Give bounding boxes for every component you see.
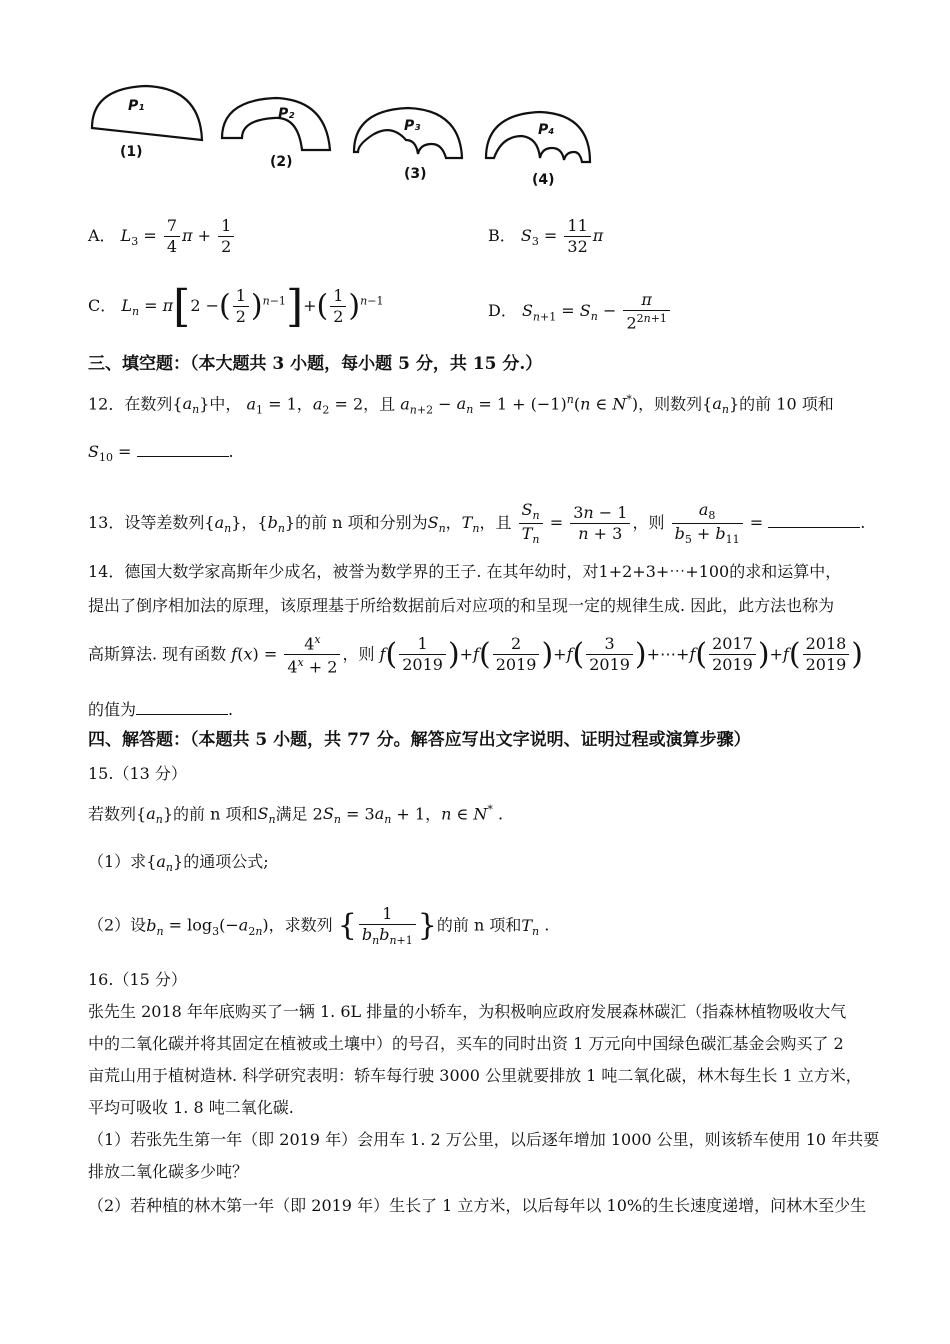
figure-3-label: (3) [404, 166, 427, 182]
q13-mid1: 的前 n 项和分别为 [295, 513, 428, 533]
question-16-title: 16.（15 分） [88, 970, 187, 989]
question-15-title: 15.（13 分） [88, 764, 187, 783]
q15-stem-mid2: 满足 [275, 804, 308, 824]
q15-stem-lead: 若数列 [88, 804, 137, 824]
option-a-letter: A． [88, 226, 116, 245]
q12-answer-blank[interactable] [137, 456, 229, 457]
q15-stem-mid: 的前 n 项和 [173, 804, 258, 824]
option-d: D． $S_{n+1} = S_n$ − $\frac{\pi}{2^{2n+1}}$ [488, 292, 672, 331]
question-15-part-1: （1）求$\{a_n\}$的通项公式; [88, 852, 269, 875]
figure-1-region: P₁ [128, 98, 145, 114]
q12-mid3: ，则数列 [638, 394, 703, 414]
q13-mid3: ，则 [632, 513, 665, 533]
q14-end: . [228, 700, 234, 719]
semicircle-shape-4 [482, 108, 602, 168]
q15-part1-tail: 的通项公式; [183, 852, 269, 871]
question-13: 13．设等差数列$\{a_n\}$，$\{b_n\}$的前 n 项和分别为$S_n$，$T_n$，且 $\frac{S_n}{T_n}$ = $\frac{3n - 1}{n + 3}$ ，则 $\frac{a_8}{b_5 + b_{11}}$ = . [88, 500, 866, 547]
figure-1-label: (1) [120, 144, 143, 160]
option-d-letter: D． [488, 301, 517, 321]
q13-lead: 13．设等差数列 [88, 513, 205, 533]
figure-3 [350, 104, 470, 184]
figure-2-region: P₂ [278, 106, 295, 122]
figure-2-label: (2) [270, 154, 293, 170]
figure-4 [482, 108, 602, 188]
q14-line3-lead: 高斯算法. 现有函数 [88, 644, 227, 664]
question-15-stem: 若数列$\{a_n\}$的前 n 项和$S_n$满足 $2S_n = 3a_n + 1$，n ∈ N* . [88, 803, 504, 827]
option-b-letter: B． [488, 226, 516, 245]
figure-4-label: (4) [532, 172, 555, 188]
q12-tail: 的前 10 项和 [739, 394, 834, 414]
question-14-line-1: 14．德国大数学家高斯年少成名，被誉为数学界的王子. 在其年幼时，对1+2+3+⋯+100的求和运算中， [88, 562, 842, 581]
q12-mid2: ，且 [363, 394, 396, 414]
q12-end: . [228, 442, 234, 461]
figure-4-region: P₄ [538, 122, 555, 138]
question-14-line-3: 高斯算法. 现有函数 f(x) = $\frac{4^x}{4^x + 2}$ ，则 f( $\frac{1}{2019}$ )+f( $\frac{2}{2019}$ )+f( $\frac{3}{2019}$ )+⋯+f( $\frac{2017}{2019}$ )+f( $\frac{2018}{2019}$ ) [88, 633, 864, 677]
q15-part1-lead: （1）求 [88, 852, 147, 871]
option-b: B． $S_3$ = $\frac{11}{32}$ π [488, 216, 604, 256]
q15-part2-mid: ，求数列 [268, 915, 333, 935]
question-16-line-3: 亩荒山用于植树造林. 科学研究表明：轿车每行驶 3000 公里就要排放 1 吨二氧化碳，林木每生长 1 立方米， [88, 1066, 862, 1085]
figure-2 [218, 94, 338, 174]
question-16-line-6: 排放二氧化碳多少吨？ [88, 1162, 249, 1181]
question-15-part-2: （2）设$b_n = \log_3(-a_{2n})$，求数列 { $\frac{1}{b_nb_{n+1}}$ }的前 n 项和$T_n$ . [88, 904, 550, 948]
semicircle-shape-2 [218, 94, 338, 154]
semicircle-shape-3 [350, 104, 470, 164]
question-16-line-2: 中的二氧化碳并将其固定在植被或土壤中）的号召，买车的同时出资 1 万元向中国绿色碳汇基金会购买了 2 [88, 1034, 844, 1053]
q15-part2-lead: （2）设 [88, 915, 147, 935]
semicircle-shape-1 [88, 84, 208, 144]
figure-1 [88, 84, 208, 164]
section-3-title: 三、填空题：（本大题共 3 小题，每小题 5 分，共 15 分.） [88, 354, 543, 374]
q14-line4: 的值为 [88, 700, 137, 719]
option-c: C． $L_n = \pi[2$ −( $\frac{1}{2}$ )$^{n-1}$]+( $\frac{1}{2}$ )$^{n-1}$ [88, 280, 384, 332]
figure-3-region: P₃ [404, 118, 421, 134]
question-16-line-1: 张先生 2018 年年底购买了一辆 1. 6L 排量的小轿车，为积极响应政府发展森林碳汇（指森林植物吸收大气 [88, 1002, 847, 1021]
question-16-line-4: 平均可吸收 1. 8 吨二氧化碳. [88, 1098, 294, 1117]
question-12-answer: $S_{10}$ = . [88, 442, 234, 465]
q14-answer-blank[interactable] [136, 714, 228, 715]
q13-mid2: ，且 [479, 513, 512, 533]
q12-mid1: 中， [209, 394, 242, 414]
q15-part2-tail: 的前 n 项和 [436, 915, 522, 935]
option-c-letter: C． [88, 296, 117, 315]
question-16-line-5: （1）若张先生第一年（即 2019 年）会用车 1. 2 万公里，以后逐年增加 1000 公里，则该轿车使用 10 年共要 [88, 1130, 880, 1149]
option-a: A． $L_3$ = $\frac{7}{4}$ π + $\frac{1}{2}$ [88, 218, 236, 255]
q14-line3-mid: ，则 [342, 644, 375, 664]
question-14-line-4 [88, 702, 233, 718]
q13-end: . [860, 513, 866, 533]
question-16-line-7: （2）若种植的林木第一年（即 2019 年）生长了 1 立方米，以后每年以 10%的生长速度递增，问林木至少生 [88, 1196, 867, 1215]
question-12: 12．在数列$\{a_n\}$中， $a_1 = 1$，$a_2 = 2$，且 $a_{n+2} - a_n = 1 + (-1)^n(n$ ∈ N*)，则数列$\{a_n\}$的前 10 项和 [88, 393, 834, 417]
q12-lead: 12．在数列 [88, 394, 173, 414]
q13-answer-blank[interactable] [768, 527, 860, 528]
section-4-title: 四、解答题：（本题共 5 小题，共 77 分。解答应写出文字说明、证明过程或演算步骤） [88, 730, 751, 750]
question-14-line-2: 提出了倒序相加法的原理，该原理基于所给数据前后对应项的和呈现一定的规律生成. 因此，此方法也称为 [88, 596, 835, 615]
